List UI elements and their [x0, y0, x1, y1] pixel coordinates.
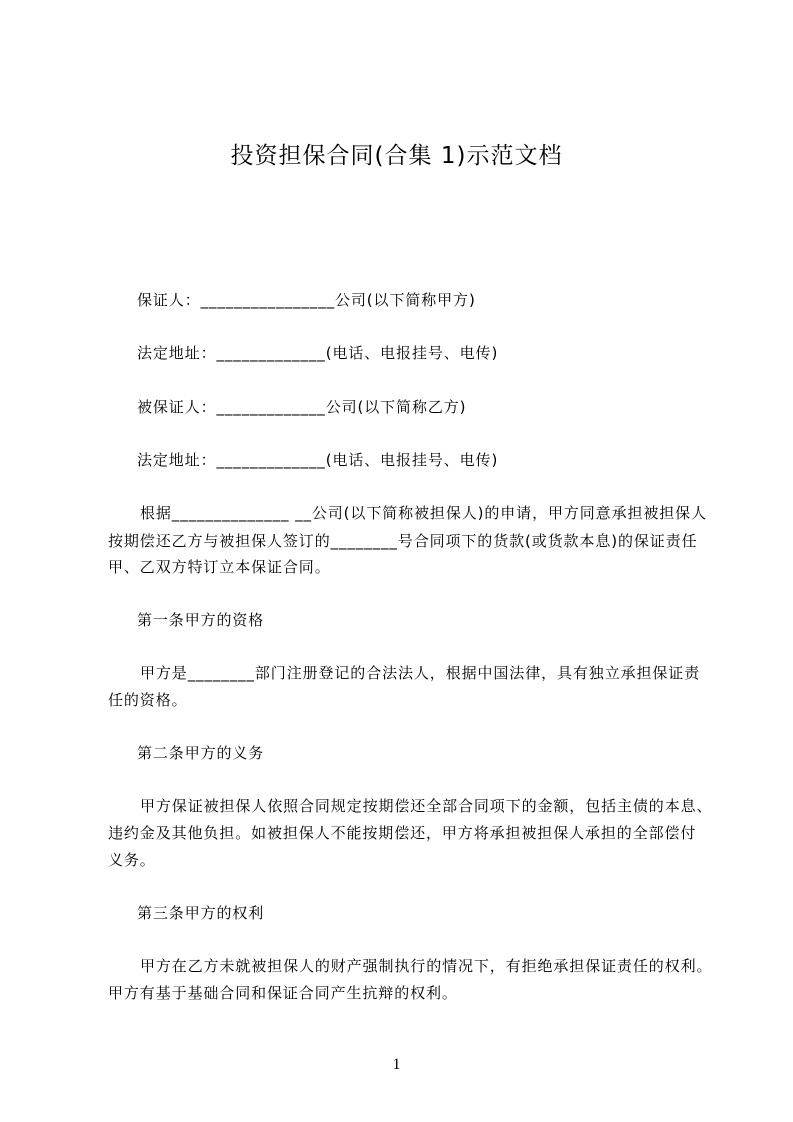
document-title: 投资担保合同(合集 1)示范文档 — [230, 143, 563, 169]
article-line: 甲方有基于基础合同和保证合同产生抗辩的权利。 — [108, 984, 458, 1002]
beneficiary-address-line: 法定地址：_____________(电话、电报挂号、电传) — [137, 451, 499, 469]
guarantor-line: 保证人：________________公司(以下简称甲方) — [137, 291, 476, 309]
article-line: 任的资格。 — [108, 691, 188, 709]
preamble-line: 按期偿还乙方与被担保人签订的________号合同项下的货款(或货款本息)的保证责任 — [108, 532, 698, 550]
article-line: 违约金及其他负担。如被担保人不能按期偿还，甲方将承担被担保人承担的全部偿付 — [108, 824, 697, 842]
article-heading: 第一条甲方的资格 — [137, 611, 265, 629]
article-line: 甲方保证被担保人依照合同规定按期偿还全部合同项下的金额，包括主债的本息、 — [140, 797, 713, 815]
article-heading: 第三条甲方的权利 — [137, 904, 265, 922]
preamble-line: 根据______________ __公司(以下简称被担保人)的申请，甲方同意承担被担保人 — [140, 504, 707, 522]
article-line: 甲方是________部门注册登记的合法法人，根据中国法律，具有独立承担保证责 — [140, 664, 701, 682]
guarantor-address-line: 法定地址：_____________(电话、电报挂号、电传) — [137, 344, 499, 362]
preamble-line: 甲、乙双方特订立本保证合同。 — [108, 558, 331, 576]
beneficiary-line: 被保证人：_____________公司(以下简称乙方) — [137, 398, 467, 416]
article-line: 甲方在乙方未就被担保人的财产强制执行的情况下，有拒绝承担保证责任的权利。 — [140, 957, 713, 975]
article-heading: 第二条甲方的义务 — [137, 744, 265, 762]
page-number: 1 — [392, 1056, 401, 1073]
article-line: 义务。 — [108, 851, 156, 869]
